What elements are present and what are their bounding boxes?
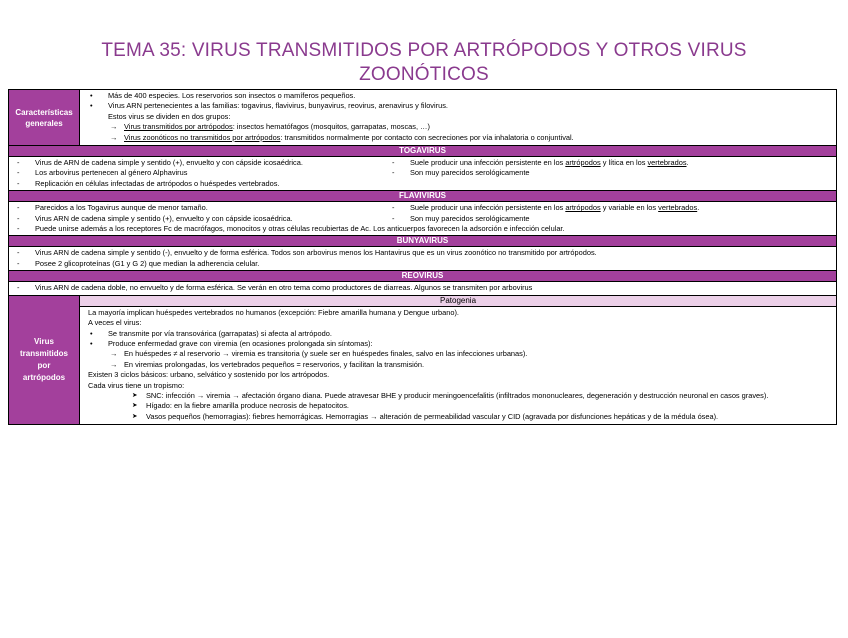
general-groups-intro: Estos virus se dividen en dos grupos: bbox=[108, 111, 231, 121]
flavi-r1-arthropods: artrópodos bbox=[565, 203, 601, 213]
group-1-desc: : insectos hematófagos (mosquitos, garrapatas, moscas, …) bbox=[232, 122, 430, 132]
pato-arrow-1: → En huéspedes ≠ al reservorio → viremia es transitoria (y suele ser en huéspedes finales, salvo en las infecciones urbanas). bbox=[88, 349, 832, 359]
bunya-line-2: - Posee 2 glicoproteínas (G1 y G 2) que median la adherencia celular. bbox=[15, 259, 832, 269]
pathogenesis-content bbox=[80, 307, 836, 424]
flavi-r1-b: y variable en los bbox=[600, 203, 659, 213]
flavi-right-2: - Son muy parecidos serológicamente bbox=[390, 214, 832, 224]
flavi-right-1 bbox=[390, 203, 832, 213]
toga-line-3: - Replicación en células infectadas de artrópodos o huéspedes vertebrados. bbox=[15, 179, 390, 189]
flavi-line-full: - Puede unirse además a los receptores Fc de macrófagos, monocitos y otras células recubiertas de Ac. Los anticuerpos favorecen la adsorción e infección celular. bbox=[15, 224, 832, 234]
bunyavirus-header: BUNYAVIRUS bbox=[9, 235, 836, 246]
toga-right-1 bbox=[390, 158, 832, 168]
summary-table bbox=[8, 89, 837, 425]
general-content bbox=[80, 90, 836, 145]
flavivirus-section bbox=[9, 201, 836, 235]
pato-para-4: Cada virus tiene un tropismo: bbox=[88, 380, 185, 390]
pato-tropism-3: ➤ Vasos pequeños (hemorragias): fiebres hemorrágicas. Hemorragias → alteración de permeabilidad vascular y CID (agravada por disfunciones hepáticas y de la médula ósea). bbox=[88, 412, 832, 422]
flavi-r1-c: . bbox=[697, 203, 700, 213]
pato-bullet-2: • Produce enfermedad grave con viremia (en ocasiones prolongada sin síntomas): bbox=[88, 339, 832, 349]
page-title bbox=[0, 39, 848, 87]
togavirus-section bbox=[9, 156, 836, 190]
general-group-1 bbox=[88, 122, 832, 132]
title-line-2: ZOONÓTICOS bbox=[359, 64, 489, 85]
pato-bullet-1: • Se transmite por vía transovárica (garrapatas) si afecta al artrópodo. bbox=[88, 329, 832, 339]
flavi-line-2: - Virus ARN de cadena simple y sentido (+), envuelto y con cápside icosaédrica. bbox=[15, 214, 390, 224]
reovirus-section bbox=[9, 281, 836, 294]
toga-r1-c: . bbox=[686, 158, 689, 168]
side-label-line-4: artrópodos bbox=[22, 372, 66, 382]
pathogenesis-row bbox=[9, 295, 836, 424]
general-bullet-1: • Más de 400 especies. Los reservorios son insectos o mamíferos pequeños. bbox=[88, 91, 832, 101]
general-bullet-2: • Virus ARN pertenecientes a las familias: togavirus, flavivirus, bunyavirus, reovirus, arenavirus y filovirus. bbox=[88, 101, 832, 111]
side-label-line-2: transmitidos bbox=[19, 348, 68, 358]
toga-line-2: - Los arbovirus pertenecen al género Alphavirus bbox=[15, 168, 390, 178]
pato-para-3: Existen 3 ciclos básicos: urbano, selvático y sostenido por los artrópodos. bbox=[88, 370, 330, 380]
toga-r1-a: Suele producir una infección persistente en los bbox=[410, 158, 566, 168]
toga-r1-b: y lítica en los bbox=[600, 158, 648, 168]
reo-line-1: - Virus ARN de cadena doble, no envuelto y de forma esférica. Se verán en otro tema como productores de diarreas. Algunos se transmiten por arbovirus bbox=[15, 283, 832, 293]
general-row bbox=[9, 90, 836, 145]
pato-tropism-1: ➤ SNC: infección → viremia → afectación órgano diana. Puede atravesar BHE y producir meningoencefalitis (infiltrados mononucleares, degeneración y destrucción neuronal en casos graves). bbox=[88, 391, 832, 401]
togavirus-header: TOGAVIRUS bbox=[9, 145, 836, 156]
flavi-r1-vertebrates: vertebrados bbox=[658, 203, 698, 213]
pathogenesis-body bbox=[80, 296, 836, 424]
bunya-line-1: - Virus ARN de cadena simple y sentido (-), envuelto y de forma esférica. Todos son arbovirus menos los Hantavirus que es un virus zoonótico no transmitido por artrópodos. bbox=[15, 248, 832, 258]
toga-line-1: - Virus de ARN de cadena simple y sentido (+), envuelto y con cápside icosaédrica. bbox=[15, 158, 390, 168]
flavi-line-1: - Parecidos a los Togavirus aunque de menor tamaño. bbox=[15, 203, 390, 213]
pato-para-2: A veces el virus: bbox=[88, 318, 142, 328]
toga-r1-vertebrates: vertebrados bbox=[647, 158, 687, 168]
group-2-name: Virus zoonóticos no transmitidos por artrópodos bbox=[124, 132, 281, 142]
group-1-name: Virus transmitidos por artrópodos bbox=[124, 122, 233, 132]
pathogenesis-header: Patogenia bbox=[80, 296, 836, 307]
bunyavirus-section bbox=[9, 246, 836, 270]
side-label-line-1: Virus bbox=[34, 336, 54, 346]
toga-right-2: - Son muy parecidos serológicamente bbox=[390, 168, 832, 178]
side-label-line-3: por bbox=[37, 360, 51, 370]
pato-arrow-2: → En viremias prolongadas, los vertebrados pequeños = reservorios, y facilitan la transmisión. bbox=[88, 360, 832, 370]
general-group-2 bbox=[88, 133, 832, 143]
flavi-r1-a: Suele producir una infección persistente en los bbox=[410, 203, 566, 213]
flavivirus-header: FLAVIVIRUS bbox=[9, 190, 836, 201]
general-label: Características generales bbox=[9, 90, 80, 145]
group-2-desc: : transmitidos normalmente por contacto con secreciones por vía inhalatoria o conjuntival. bbox=[280, 132, 574, 142]
title-line-1: TEMA 35: VIRUS TRANSMITIDOS POR ARTRÓPODOS Y OTROS VIRUS bbox=[101, 40, 747, 61]
reovirus-header: REOVIRUS bbox=[9, 270, 836, 281]
toga-r1-arthropods: artrópodos bbox=[565, 158, 601, 168]
pathogenesis-side-label bbox=[9, 296, 80, 424]
pato-para-1: La mayoría implican huéspedes vertebrados no humanos (excepción: Fiebre amarilla humana y Dengue urbano). bbox=[88, 307, 459, 317]
pato-tropism-2: ➤ Hígado: en la fiebre amarilla produce necrosis de hepatocitos. bbox=[88, 401, 832, 411]
